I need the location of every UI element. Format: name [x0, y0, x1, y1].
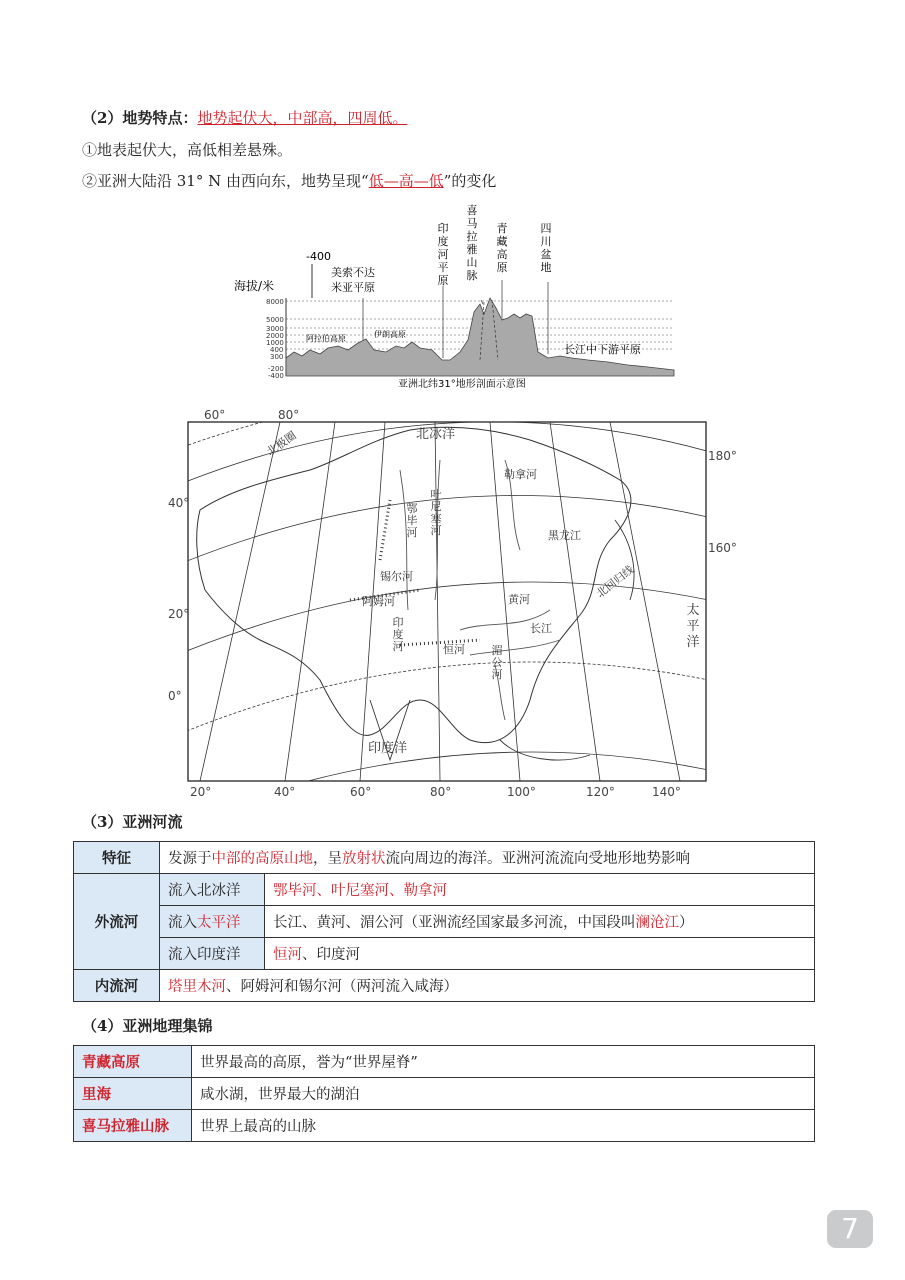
svg-text:尼: 尼: [430, 500, 442, 513]
label-mekong: [492, 644, 503, 681]
profile-caption: 亚洲北纬31°地形剖面示意图: [398, 379, 526, 390]
svg-text:地: 地: [540, 261, 552, 274]
feature-label: 特征: [74, 842, 160, 874]
svg-text:印: 印: [437, 222, 449, 235]
svg-text:叶: 叶: [430, 488, 442, 501]
tick-3000: 3000: [266, 325, 284, 333]
label-arctic-ocean: 北冰洋: [416, 427, 456, 442]
label-himalaya: [467, 203, 478, 282]
label-sichuan: [541, 222, 552, 274]
svg-text:雅: 雅: [466, 243, 478, 256]
svg-text:原: 原: [437, 274, 449, 287]
map-frame: [188, 422, 706, 781]
lon-20-bottom: 20°: [190, 785, 212, 799]
label-tibet: [497, 221, 508, 274]
svg-text:青: 青: [496, 222, 508, 235]
geography-highlights-table: [73, 1045, 815, 1142]
lon-80-top: 80°: [278, 408, 300, 422]
tick-2000: 2000: [266, 332, 284, 340]
lon-60-top: 60°: [204, 408, 226, 422]
label-syr: 锡尔河: [380, 570, 413, 583]
lat-20: 20°: [168, 607, 190, 621]
svg-text:河: 河: [491, 668, 503, 681]
tick-400: 400: [270, 346, 284, 354]
label-yangtze-plain: 长江中下游平原: [564, 343, 641, 356]
svg-text:高: 高: [496, 248, 508, 261]
svg-text:马: 马: [466, 217, 478, 230]
profile-y-axis-label: 海拔/米: [234, 279, 275, 293]
tick-300: 300: [270, 353, 284, 361]
section2-heading-answer: 地势起伏大，中部高，四周低。: [197, 109, 408, 127]
label-pacific: [686, 602, 699, 650]
section2-heading: [82, 108, 407, 128]
section2-point2: [82, 171, 496, 191]
highlight-name: 里海: [74, 1078, 192, 1110]
terrain-profile-diagram: [228, 200, 688, 400]
svg-text:拉: 拉: [466, 230, 478, 243]
outflow-label: 外流河: [74, 874, 160, 970]
highlight-name: 喜马拉雅山脉: [74, 1110, 192, 1142]
indian-label: 流入印度洋: [160, 938, 265, 970]
svg-text:河: 河: [392, 640, 404, 653]
highlight-desc: 世界最高的高原，誉为“世界屋脊”: [192, 1046, 815, 1078]
svg-text:四: 四: [540, 222, 552, 235]
table-row: [74, 938, 815, 970]
lat-0: 0°: [168, 689, 182, 703]
lon-60-bottom: 60°: [350, 785, 372, 799]
svg-text:塞: 塞: [430, 512, 442, 525]
section2-point1: ①地表起伏大，高低相差悬殊。: [82, 141, 293, 159]
label-yangtze: 长江: [530, 622, 552, 635]
svg-text:洋: 洋: [686, 635, 700, 650]
label-iran: 伊朗高原: [374, 330, 406, 339]
rivers-table: [73, 841, 815, 1002]
label-amur: 黑龙江: [548, 529, 581, 542]
highlight-desc: 咸水湖，世界最大的湖泊: [192, 1078, 815, 1110]
lon-140-bottom: 140°: [652, 785, 681, 799]
svg-text:毕: 毕: [406, 514, 418, 527]
label-mesopotamia-1: 美索不达: [331, 266, 375, 279]
table-row: [74, 906, 815, 938]
svg-text:湄: 湄: [491, 644, 503, 657]
svg-text:平: 平: [437, 261, 449, 274]
section3-heading: （3）亚洲河流: [82, 813, 183, 831]
label-ganges: 恒河: [443, 643, 465, 656]
svg-text:山: 山: [466, 256, 478, 269]
svg-text:河: 河: [437, 248, 449, 261]
asia-rivers-map: [160, 400, 740, 805]
lat-40: 40°: [168, 496, 190, 510]
label-yenisei: [431, 487, 442, 537]
tick-minus200: -200: [268, 365, 284, 373]
highlight-desc: 世界上最高的山脉: [192, 1110, 815, 1142]
label-arabia: 阿拉伯高原: [306, 334, 346, 343]
table-row: [74, 1078, 815, 1110]
svg-text:藏: 藏: [496, 235, 508, 248]
section4-heading: （4）亚洲地理集锦: [82, 1017, 213, 1035]
svg-text:喜: 喜: [466, 204, 478, 217]
svg-text:度: 度: [392, 628, 404, 641]
tick-5000: 5000: [266, 316, 284, 324]
inflow-rivers: 塔里木河、阿姆河和锡尔河（两河流入咸海）: [160, 970, 815, 1002]
lon-40-bottom: 40°: [274, 785, 296, 799]
label-tropic: 北回归线: [593, 563, 637, 601]
label-mesopotamia-2: 米亚平原: [331, 281, 375, 294]
section2-heading-prefix: （2）地势特点：: [82, 109, 198, 127]
table-row: [74, 1046, 815, 1078]
svg-text:河: 河: [406, 526, 418, 539]
arctic-rivers: 鄂毕河、叶尼塞河、勒拿河: [265, 874, 815, 906]
label-indus-plain: [438, 222, 449, 287]
profile-elevation-ticks: [266, 298, 284, 380]
table-row: [74, 970, 815, 1002]
label-yellow: 黄河: [508, 593, 530, 606]
label-amu: 阿姆河: [362, 595, 395, 608]
svg-text:脉: 脉: [466, 269, 478, 282]
label-lena: 勒拿河: [504, 468, 537, 481]
pacific-label: 流入太平洋: [160, 906, 265, 938]
page-number-badge: 7: [827, 1210, 873, 1248]
lon-120-bottom: 120°: [586, 785, 615, 799]
svg-text:盆: 盆: [540, 248, 552, 261]
svg-text:川: 川: [540, 235, 552, 248]
highlight-name: 青藏高原: [74, 1046, 192, 1078]
svg-text:度: 度: [437, 235, 449, 248]
indian-rivers: 恒河、印度河: [265, 938, 815, 970]
table-row: [74, 1110, 815, 1142]
lon-80-bottom: 80°: [430, 785, 452, 799]
tick-8000: 8000: [266, 298, 284, 306]
tick-minus400: -400: [268, 372, 284, 380]
svg-text:平: 平: [686, 619, 700, 634]
inflow-label: 内流河: [74, 970, 160, 1002]
table-row: [74, 874, 815, 906]
lon-180: 180°: [708, 449, 737, 463]
label-indus-river: [393, 616, 404, 653]
arctic-label: 流入北冰洋: [160, 874, 265, 906]
lon-100-bottom: 100°: [507, 785, 536, 799]
svg-text:公: 公: [491, 656, 503, 669]
svg-text:鄂: 鄂: [406, 502, 418, 515]
svg-text:印: 印: [392, 616, 404, 629]
point2-after: ”的变化: [443, 172, 497, 190]
svg-text:河: 河: [430, 524, 442, 537]
profile-top-value: -400: [306, 250, 331, 263]
lon-160: 160°: [708, 541, 737, 555]
label-arctic-circle: 北极圈: [264, 428, 299, 459]
label-ob: [407, 502, 418, 539]
table-row: [74, 842, 815, 874]
svg-text:原: 原: [496, 261, 508, 274]
feature-text: 发源于中部的高原山地，呈放射状流向周边的海洋。亚洲河流流向受地形地势影响: [160, 842, 815, 874]
label-indian-ocean: 印度洋: [368, 741, 408, 756]
tick-1000: 1000: [266, 339, 284, 347]
point2-answer: 低—高—低: [368, 172, 444, 190]
pacific-rivers: 长江、黄河、湄公河（亚洲流经国家最多河流，中国段叫澜沧江）: [265, 906, 815, 938]
point2-before: ②亚洲大陆沿 31° N 由西向东，地势呈现“: [82, 172, 369, 190]
svg-text:太: 太: [686, 603, 700, 618]
